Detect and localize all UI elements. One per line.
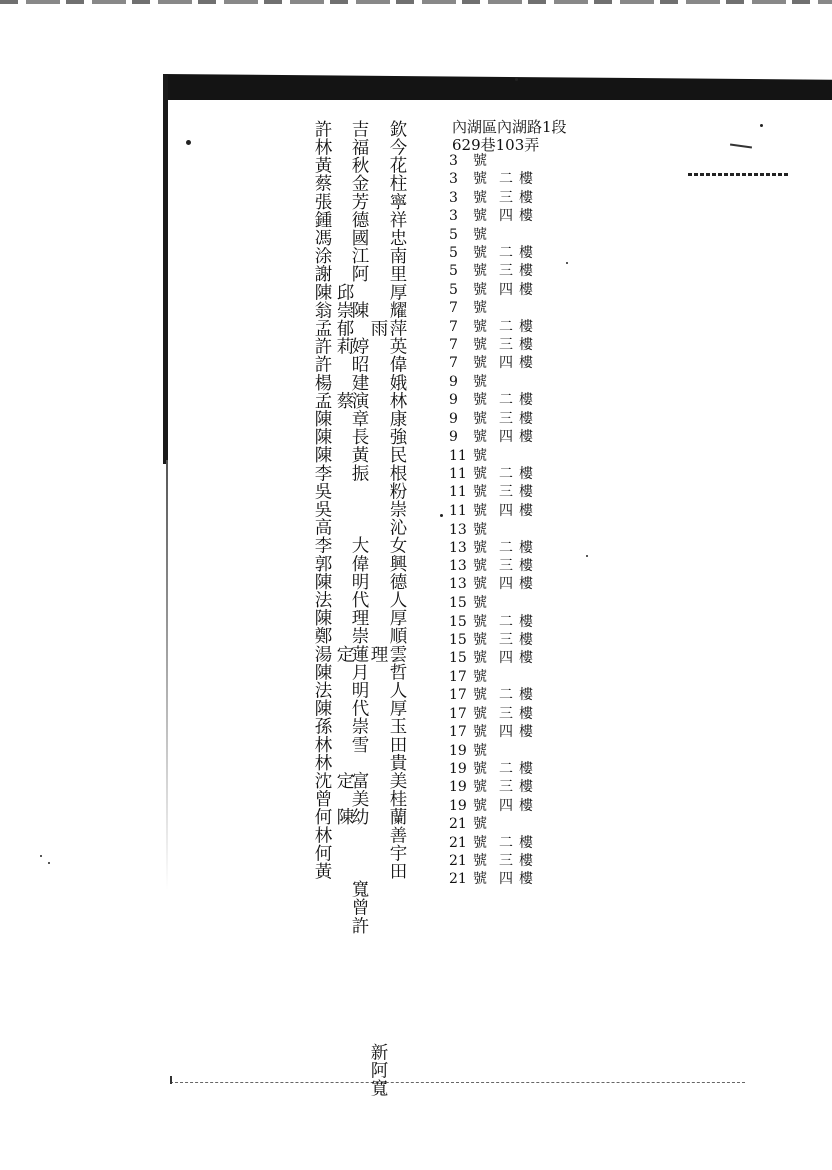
address-number: 7 — [449, 337, 458, 353]
address-number: 7 — [449, 355, 458, 372]
address-lou: 樓 — [519, 355, 533, 372]
address-hao: 號 — [473, 226, 487, 243]
address-floor: 二 — [499, 613, 513, 630]
address-lou: 樓 — [519, 539, 533, 556]
address-number: 5 — [449, 281, 458, 298]
address-hao: 號 — [473, 484, 487, 501]
address-floor: 四 — [499, 281, 513, 298]
address-hao: 號 — [473, 171, 487, 188]
address-floor: 三 — [499, 337, 513, 353]
address-hao: 號 — [473, 576, 487, 593]
address-number: 15 — [449, 631, 467, 648]
address-number: 3 — [449, 207, 458, 224]
address-hao: 號 — [473, 797, 487, 814]
address-number: 13 — [449, 539, 467, 556]
address-lou: 樓 — [519, 171, 533, 188]
address-number: 5 — [449, 245, 458, 261]
address-floor: 三 — [499, 852, 513, 869]
address-lou: 樓 — [519, 705, 533, 722]
address-hao: 號 — [473, 281, 487, 298]
address-number: 19 — [449, 779, 467, 796]
address-hao: 號 — [473, 834, 487, 851]
address-hao: 號 — [473, 650, 487, 667]
address-number: 7 — [449, 318, 458, 335]
address-lou: 樓 — [519, 410, 533, 427]
address-floor: 三 — [499, 189, 513, 206]
scan-right-stamp-mark — [688, 173, 788, 176]
address-lou: 樓 — [519, 337, 533, 353]
address-number: 13 — [449, 558, 467, 575]
address-hao: 號 — [473, 631, 487, 648]
scan-speck — [515, 78, 518, 81]
address-floor: 三 — [499, 484, 513, 501]
scan-top-edge — [0, 0, 832, 4]
scan-bottom-rule — [170, 1082, 745, 1083]
scan-frame-top-band — [163, 74, 832, 100]
scan-stroke-mark — [730, 143, 752, 148]
scan-frame-left-edge — [163, 74, 168, 464]
address-number: 17 — [449, 705, 467, 722]
address-lou: 樓 — [519, 281, 533, 298]
address-hao: 號 — [473, 668, 487, 685]
address-lou: 樓 — [519, 631, 533, 648]
address-hao: 號 — [473, 779, 487, 796]
address-lou: 樓 — [519, 650, 533, 667]
address-hao: 號 — [473, 742, 487, 759]
address-floor: 四 — [499, 207, 513, 224]
address-floor: 四 — [499, 429, 513, 445]
address-number: 19 — [449, 742, 467, 759]
name-column: 邱崇郁莉 蔡 定 定 陳 — [334, 120, 354, 826]
address-number: 21 — [449, 834, 467, 851]
address-floor: 二 — [499, 245, 513, 261]
address-hao: 號 — [473, 687, 487, 704]
address-lou: 樓 — [519, 760, 533, 777]
address-floor: 二 — [499, 392, 513, 409]
address-lou: 樓 — [519, 392, 533, 409]
address-lou: 樓 — [519, 576, 533, 593]
address-number: 11 — [449, 447, 467, 464]
address-floor: 二 — [499, 760, 513, 777]
address-hao: 號 — [473, 337, 487, 353]
address-hao: 號 — [473, 447, 487, 464]
address-floor: 四 — [499, 576, 513, 593]
address-hao: 號 — [473, 613, 487, 630]
address-lou: 樓 — [519, 797, 533, 814]
address-lou: 樓 — [519, 871, 533, 888]
address-number: 9 — [449, 429, 458, 445]
address-lou: 樓 — [519, 189, 533, 206]
address-hao: 號 — [473, 245, 487, 261]
address-number: 13 — [449, 576, 467, 593]
address-lou: 樓 — [519, 834, 533, 851]
address-hao: 號 — [473, 760, 487, 777]
address-lou: 樓 — [519, 558, 533, 575]
address-lou: 樓 — [519, 687, 533, 704]
address-number: 21 — [449, 871, 467, 888]
address-lou: 樓 — [519, 723, 533, 740]
name-column: 吉福秋金芳德國江阿 陳 婷昭建演章長黃振 大偉明代理崇蓮月明代崇雪 富美幼 寬曾許 — [349, 120, 369, 935]
address-lou: 樓 — [519, 779, 533, 796]
address-hao: 號 — [473, 595, 487, 612]
address-hao: 號 — [473, 723, 487, 740]
address-hao: 號 — [473, 318, 487, 335]
address-floor: 二 — [499, 171, 513, 188]
address-floor: 四 — [499, 797, 513, 814]
address-number: 3 — [449, 171, 458, 188]
address-floor: 三 — [499, 631, 513, 648]
address-number: 5 — [449, 226, 458, 243]
address-number: 9 — [449, 410, 458, 427]
address-floor: 四 — [499, 502, 513, 519]
address-lou: 樓 — [519, 318, 533, 335]
scan-speck — [566, 262, 568, 264]
address-number: 7 — [449, 300, 458, 317]
name-column: 欽今花柱寧祥忠南里厚耀萍英偉娥林康強民根粉崇沁女興德人厚順雲哲人厚玉田貴美桂蘭善宇田 — [387, 120, 407, 881]
street-header-line2: 629巷103弄 — [452, 136, 540, 154]
address-floor: 二 — [499, 466, 513, 483]
address-number: 17 — [449, 687, 467, 704]
address-number: 19 — [449, 760, 467, 777]
address-hao: 號 — [473, 521, 487, 538]
address-floor: 二 — [499, 539, 513, 556]
address-number: 9 — [449, 392, 458, 409]
address-number: 9 — [449, 374, 458, 391]
address-hao: 號 — [473, 466, 487, 483]
address-hao: 號 — [473, 539, 487, 556]
address-floor: 三 — [499, 558, 513, 575]
address-floor: 四 — [499, 871, 513, 888]
address-floor: 三 — [499, 705, 513, 722]
address-hao: 號 — [473, 410, 487, 427]
address-hao: 號 — [473, 429, 487, 445]
address-number: 21 — [449, 816, 467, 833]
address-floor: 四 — [499, 723, 513, 740]
address-number: 3 — [449, 153, 458, 169]
address-lou: 樓 — [519, 466, 533, 483]
address-lou: 樓 — [519, 613, 533, 630]
street-header-line1: 內湖區內湖路1段 — [452, 118, 567, 136]
address-lou: 樓 — [519, 852, 533, 869]
address-hao: 號 — [473, 392, 487, 409]
name-column: 許林黃蔡張鍾馮涂謝陳翁孟許許楊孟陳陳陳李吳吳高李郭陳法陳鄭湯陳法陳孫林林沈曾何林何黃 — [312, 120, 332, 881]
address-number: 15 — [449, 595, 467, 612]
scan-speck — [586, 555, 588, 557]
address-hao: 號 — [473, 374, 487, 391]
address-hao: 號 — [473, 300, 487, 317]
address-lou: 樓 — [519, 263, 533, 280]
scan-frame-left-shadow — [166, 460, 168, 890]
address-hao: 號 — [473, 263, 487, 280]
address-hao: 號 — [473, 705, 487, 722]
address-floor: 四 — [499, 355, 513, 372]
address-number: 13 — [449, 521, 467, 538]
address-hao: 號 — [473, 852, 487, 869]
name-column: 雨 理 新阿寬 — [368, 120, 388, 1098]
address-number: 15 — [449, 613, 467, 630]
address-number: 5 — [449, 263, 458, 280]
address-floor: 二 — [499, 318, 513, 335]
address-number: 15 — [449, 650, 467, 667]
address-floor: 三 — [499, 263, 513, 280]
scan-speck — [186, 140, 191, 145]
address-hao: 號 — [473, 207, 487, 224]
scan-speck — [760, 124, 763, 127]
address-number: 11 — [449, 502, 467, 519]
address-number: 19 — [449, 797, 467, 814]
scan-speck — [48, 862, 50, 864]
address-lou: 樓 — [519, 484, 533, 501]
address-hao: 號 — [473, 189, 487, 206]
address-number: 11 — [449, 466, 467, 483]
scan-speck — [440, 514, 443, 517]
address-hao: 號 — [473, 871, 487, 888]
address-hao: 號 — [473, 816, 487, 833]
address-floor: 二 — [499, 834, 513, 851]
address-number: 17 — [449, 668, 467, 685]
address-number: 11 — [449, 484, 467, 501]
address-hao: 號 — [473, 558, 487, 575]
address-number: 21 — [449, 852, 467, 869]
address-lou: 樓 — [519, 245, 533, 261]
address-hao: 號 — [473, 355, 487, 372]
address-number: 3 — [449, 189, 458, 206]
address-floor: 二 — [499, 687, 513, 704]
address-lou: 樓 — [519, 429, 533, 445]
address-floor: 三 — [499, 779, 513, 796]
scan-bottom-tick — [170, 1076, 172, 1084]
address-number: 17 — [449, 723, 467, 740]
address-hao: 號 — [473, 502, 487, 519]
address-lou: 樓 — [519, 502, 533, 519]
scan-speck — [40, 855, 42, 857]
address-floor: 三 — [499, 410, 513, 427]
address-floor: 四 — [499, 650, 513, 667]
address-hao: 號 — [473, 153, 487, 169]
address-lou: 樓 — [519, 207, 533, 224]
